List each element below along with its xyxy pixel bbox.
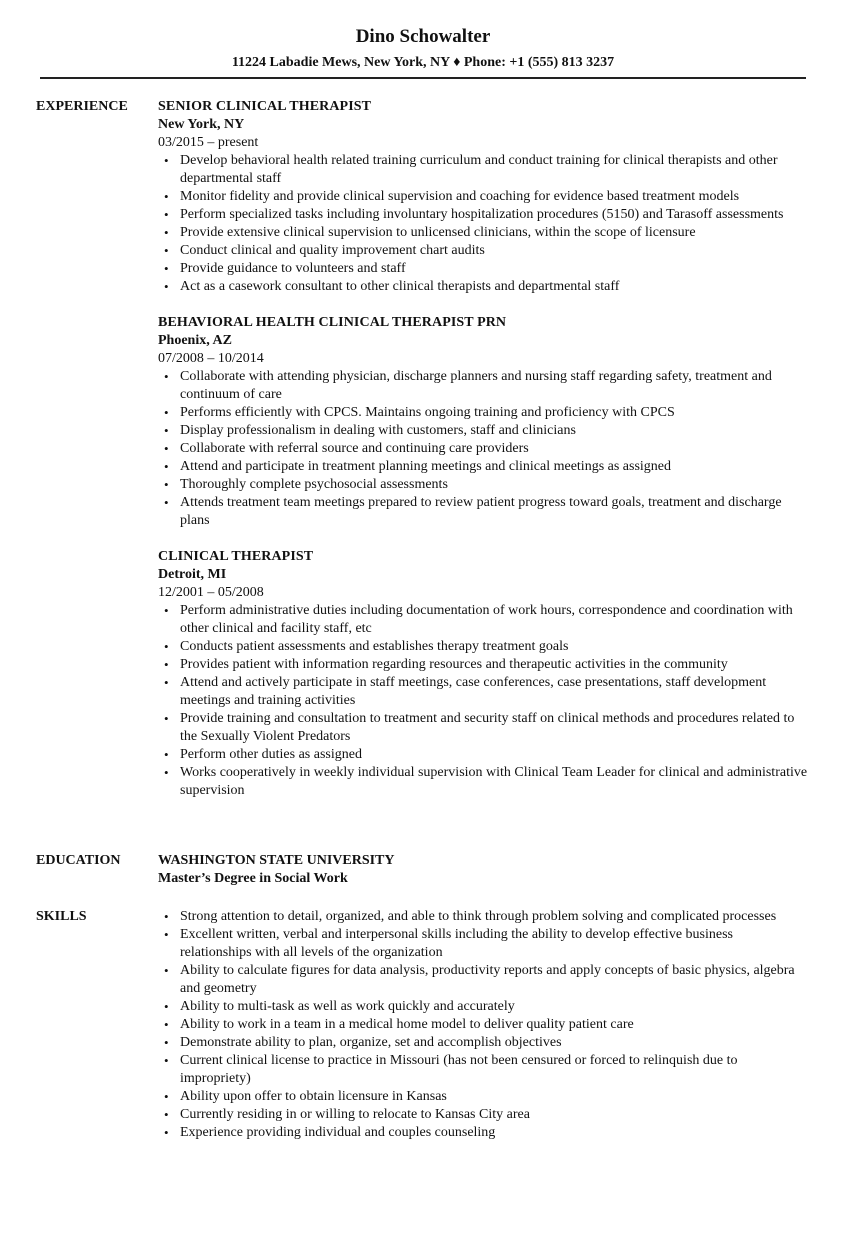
header-divider xyxy=(40,77,806,79)
job-title: SENIOR CLINICAL THERAPIST xyxy=(158,99,372,114)
duty-item: • Perform other duties as assigned xyxy=(158,746,808,764)
skill-item: • Ability to work in a team in a medical home model to deliver quality patient care xyxy=(158,1016,808,1034)
job-entry xyxy=(158,314,808,530)
duty-item: • Works cooperatively in weekly individual supervision with Clinical Team Leader for clinical and administrative supervision xyxy=(158,764,808,800)
experience-list xyxy=(158,98,808,818)
skills-list xyxy=(158,908,808,1142)
school-name: WASHINGTON STATE UNIVERSITY xyxy=(158,853,395,868)
job-entry xyxy=(158,98,808,296)
duty-item: • Attend and participate in treatment planning meetings and clinical meetings as assigned xyxy=(158,458,808,476)
duty-item: • Thoroughly complete psychosocial assessments xyxy=(158,476,808,494)
job-entry xyxy=(158,548,808,800)
duty-item: • Performs efficiently with CPCS. Maintains ongoing training and proficiency with CPCS xyxy=(158,404,808,422)
duty-item: • Develop behavioral health related training curriculum and conduct training for clinical therapists and other departmental staff xyxy=(158,152,808,188)
education-entry xyxy=(158,852,808,888)
skill-item: • Ability upon offer to obtain licensure in Kansas xyxy=(158,1088,808,1106)
job-location: Phoenix, AZ xyxy=(158,333,232,348)
skill-item: • Demonstrate ability to plan, organize, set and accomplish objectives xyxy=(158,1034,808,1052)
job-location: New York, NY xyxy=(158,117,245,132)
job-title: CLINICAL THERAPIST xyxy=(158,549,314,564)
degree-name: Master’s Degree in Social Work xyxy=(158,871,348,886)
skill-item: • Strong attention to detail, organized, and able to think through problem solving and complicated processes xyxy=(158,908,808,926)
skills-list-wrapper xyxy=(158,908,808,1142)
job-location: Detroit, MI xyxy=(158,567,227,582)
duty-item: • Display professionalism in dealing with customers, staff and clinicians xyxy=(158,422,808,440)
job-title: BEHAVIORAL HEALTH CLINICAL THERAPIST PRN xyxy=(158,315,507,330)
candidate-name: Dino Schowalter xyxy=(355,26,491,47)
skill-item: • Ability to calculate figures for data analysis, productivity reports and apply concepts of basic physics, algebra and geometry xyxy=(158,962,808,998)
duty-item: • Perform specialized tasks including involuntary hospitalization procedures (5150) and Tarasoff assessments xyxy=(158,206,808,224)
skill-item: • Ability to multi-task as well as work quickly and accurately xyxy=(158,998,808,1016)
job-duties xyxy=(158,368,808,530)
duty-item: • Attend and actively participate in staff meetings, case conferences, case presentations, staff development meetings and training activities xyxy=(158,674,808,710)
job-dates: 12/2001 – 05/2008 xyxy=(158,585,264,600)
duty-item: • Monitor fidelity and provide clinical supervision and coaching for evidence based treatment models xyxy=(158,188,808,206)
duty-item: • Perform administrative duties including documentation of work hours, correspondence and coordination with other clinical and facility staff, etc xyxy=(158,602,808,638)
skill-item: • Experience providing individual and couples counseling xyxy=(158,1124,808,1142)
duty-item: • Provide extensive clinical supervision to unlicensed clinicians, within the scope of licensure xyxy=(158,224,808,242)
duty-item: • Provide training and consultation to treatment and security staff on clinical methods and procedures related to the Sexually Violent Predators xyxy=(158,710,808,746)
duty-item: • Act as a casework consultant to other clinical therapists and departmental staff xyxy=(158,278,808,296)
duty-item: • Conduct clinical and quality improvement chart audits xyxy=(158,242,808,260)
duty-item: • Conducts patient assessments and establishes therapy treatment goals xyxy=(158,638,808,656)
job-duties xyxy=(158,152,808,296)
job-dates: 03/2015 – present xyxy=(158,135,259,150)
duty-item: • Provides patient with information regarding resources and therapeutic activities in the community xyxy=(158,656,808,674)
job-dates: 07/2008 – 10/2014 xyxy=(158,351,264,366)
duty-item: • Collaborate with referral source and continuing care providers xyxy=(158,440,808,458)
section-label-skills: SKILLS xyxy=(36,909,87,924)
duty-item: • Attends treatment team meetings prepared to review patient progress toward goals, treatment and discharge plans xyxy=(158,494,808,530)
duty-item: • Provide guidance to volunteers and staff xyxy=(158,260,808,278)
skill-item: • Currently residing in or willing to relocate to Kansas City area xyxy=(158,1106,808,1124)
skill-item: • Excellent written, verbal and interpersonal skills including the ability to develop effective business relationships with all levels of the organization xyxy=(158,926,808,962)
duty-item: • Collaborate with attending physician, discharge planners and nursing staff regarding safety, treatment and continuum of care xyxy=(158,368,808,404)
skill-item: • Current clinical license to practice in Missouri (has not been censured or forced to relinquish due to impropriety) xyxy=(158,1052,808,1088)
section-label-experience: EXPERIENCE xyxy=(36,99,128,114)
contact-line: 11224 Labadie Mews, New York, NY ♦ Phone: +1 (555) 813 3237 xyxy=(231,55,615,70)
resume-header xyxy=(40,24,806,72)
section-label-education: EDUCATION xyxy=(36,853,121,868)
job-duties xyxy=(158,602,808,800)
